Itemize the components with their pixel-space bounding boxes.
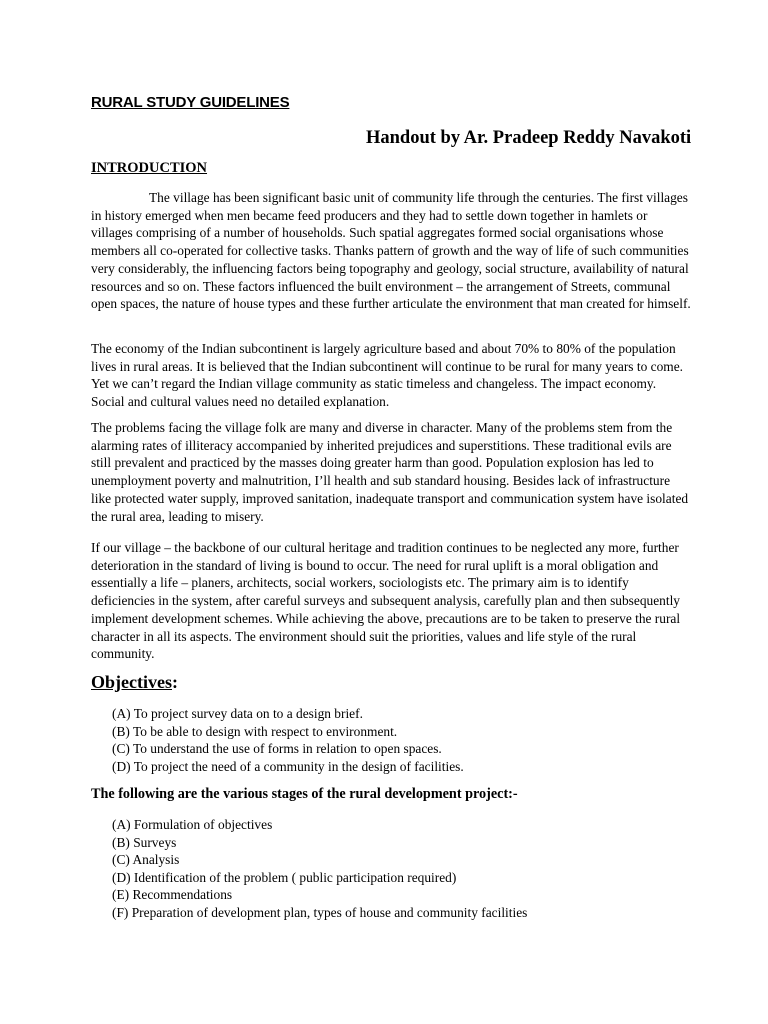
document-title: RURAL STUDY GUIDELINES bbox=[91, 94, 290, 111]
objectives-heading-text: Objectives bbox=[91, 672, 172, 692]
stages-heading: The following are the various stages of the rural development project:- bbox=[91, 786, 518, 802]
introduction-heading: INTRODUCTION bbox=[91, 160, 208, 176]
paragraph-3: The problems facing the village folk are many and diverse in character. Many of the problems stem from the alarming rates of illiteracy accompanied by inherited prejudices and superstitions. These traditional evils are still prevalent and practiced by the masses doing greater harm than good. Population explosion has led to unemployment poverty and malnutrition, I’ll health and sub standard housing. Besides lack of infrastructure like protected water supply, improved sanitation, inadequate transport and communication system have isolated the rural area, leading to misery. bbox=[91, 420, 689, 524]
objectives-heading-colon: : bbox=[171, 672, 178, 692]
paragraph-4: If our village – the backbone of our cultural heritage and tradition continues to be neglected any more, further deterioration in the standard of living is bound to occur. The need for rural uplift is a moral obligation and essentially a life – planers, architects, social workers, sociologists etc. The primary aim is to identify deficiencies in the system, after careful surveys and subsequent analysis, carefully plan and then subsequently implement development schemes. While achieving the above, precautions are to be taken to preserve the rural character in all its aspects. The environment should suit the priorities, values and life style of the rural community. bbox=[91, 540, 681, 662]
stages-list bbox=[112, 816, 527, 922]
list-item: (A) Formulation of objectives bbox=[112, 817, 273, 832]
list-item: (C) To understand the use of forms in relation to open spaces. bbox=[112, 741, 442, 757]
list-item: (F) Preparation of development plan, types of house and community facilities bbox=[112, 904, 528, 920]
list-item: (A) To project survey data on to a design brief. bbox=[112, 706, 363, 721]
list-item: (D) Identification of the problem ( public participation required) bbox=[112, 869, 457, 885]
handout-author: Handout by Ar. Pradeep Reddy Navakoti bbox=[366, 128, 692, 148]
objectives-list bbox=[112, 705, 464, 775]
list-item: (E) Recommendations bbox=[112, 887, 233, 903]
list-item: (C) Analysis bbox=[112, 852, 180, 868]
objectives-heading bbox=[91, 672, 178, 693]
list-item: (B) To be able to design with respect to environment. bbox=[112, 723, 398, 739]
paragraph-2: The economy of the Indian subcontinent is largely agriculture based and about 70% to 80% of the population lives in rural areas. It is believed that the Indian subcontinent will continue to be rural for many years to come. Yet we can’t regard the Indian village community as static timeless and changeless. The impact economy. Social and cultural values need no detailed explanation. bbox=[91, 341, 683, 410]
paragraph-1: The village has been significant basic unit of community life through the centuries. The first villages in history emerged when men became feed producers and they had to settle down together in hamlets or villages comprising of a number of households. Such spatial aggregates formed social organisations whose members all co-operated for collective tasks. Thanks pattern of growth and the way of life of such communities very considerably, the influencing factors being topography and geology, social structure, availability of natural resources and so on. These factors influenced the built environment – the arrangement of Streets, communal open spaces, the nature of house types and these further articulate the environment that man created for himself. bbox=[91, 190, 691, 312]
list-item: (D) To project the need of a community in the design of facilities. bbox=[112, 758, 464, 774]
list-item: (B) Surveys bbox=[112, 834, 177, 850]
